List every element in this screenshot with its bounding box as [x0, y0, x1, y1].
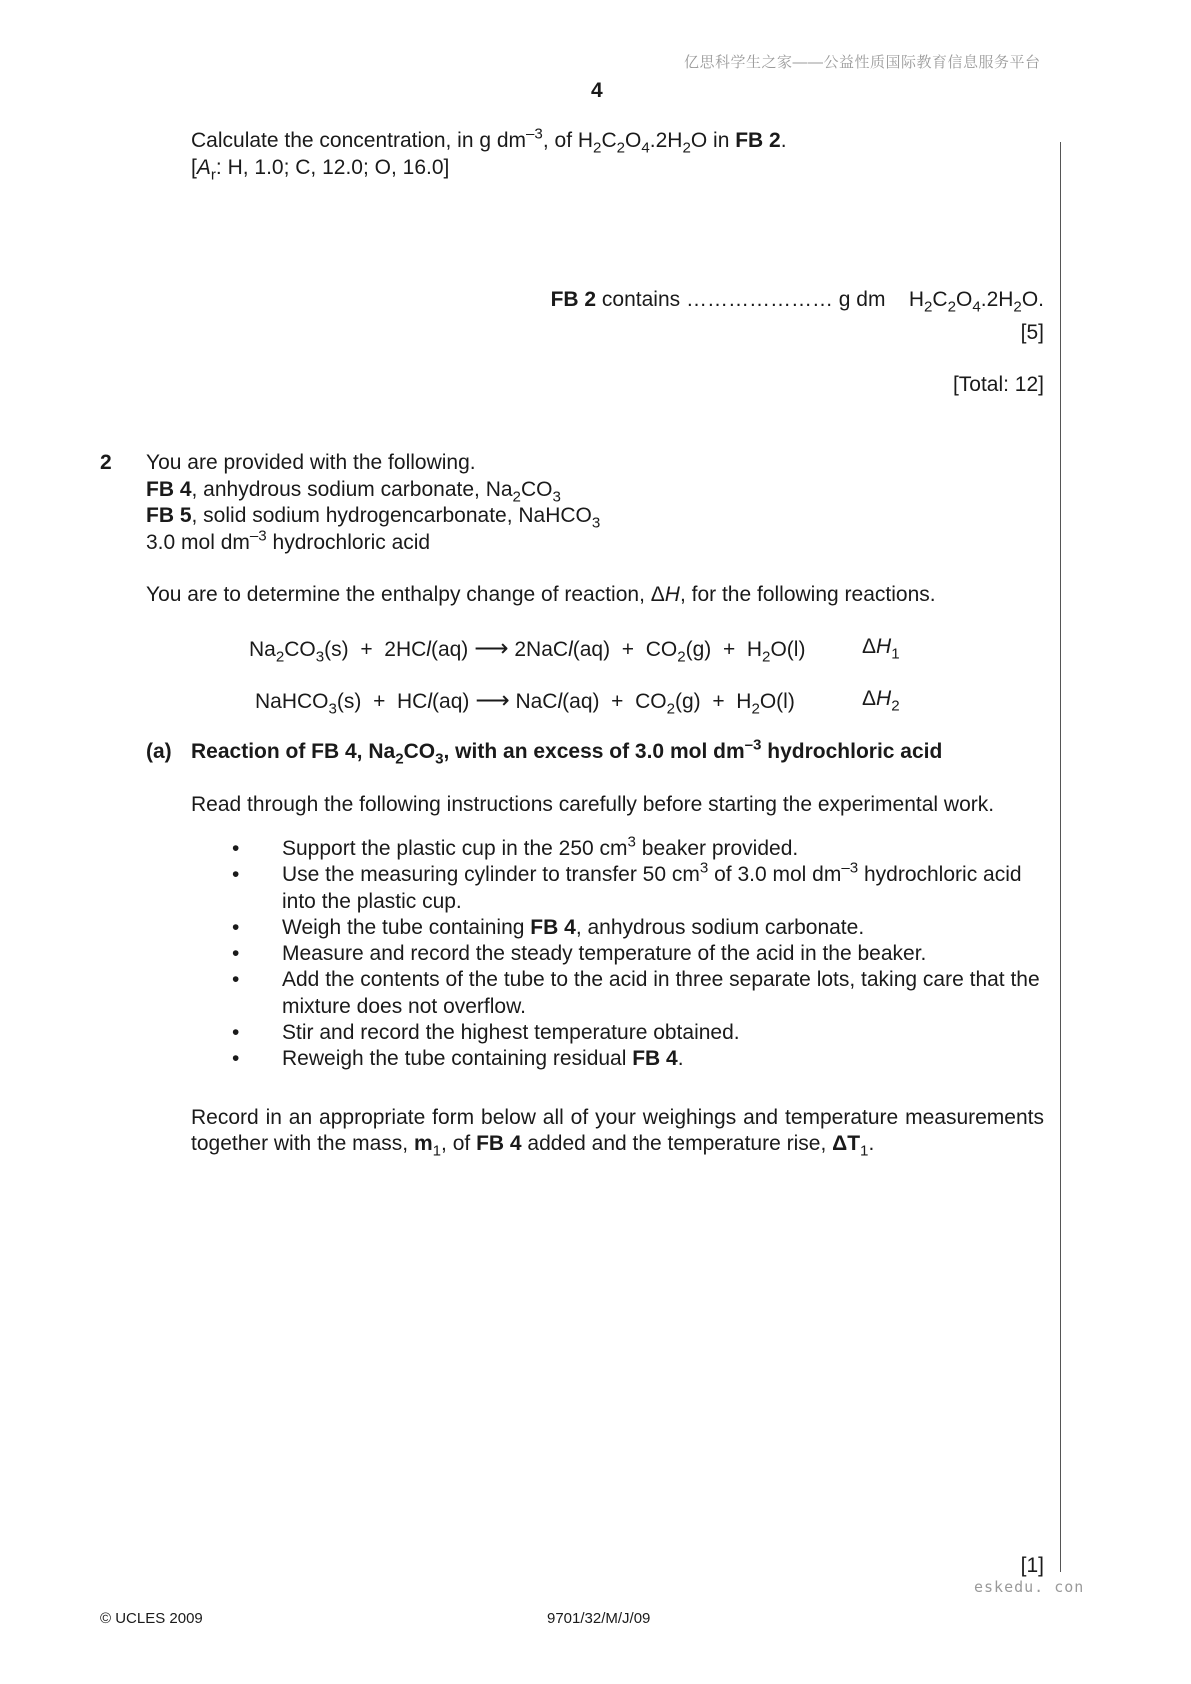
part-a-label: (a) — [146, 740, 172, 763]
watermark-footer: eskedu. con — [974, 1578, 1085, 1596]
marks-q2a: [1] — [1020, 1554, 1044, 1577]
instruction-item: • Support the plastic cup in the 250 $cm^3$ beaker provided. — [232, 833, 799, 860]
instruction-item: • Measure and record the steady temperature of the acid in the beaker. — [232, 942, 927, 965]
marks-q1c: [5] — [1020, 321, 1044, 344]
instruction-item: • Stir and record the highest temperature obtained. — [232, 1020, 740, 1044]
page-number: 4 — [591, 79, 603, 102]
instruction-list — [232, 833, 1044, 1072]
record-instructions: Record in an appropriate form below all of your weighings and temperature measurements together with the mass, $m_1$, of FB 4 added and the temperature rise, $\Delta T_1$. — [191, 1106, 1044, 1160]
instruction-item: • Use the measuring cylinder to transfer 50 $cm^3$ of 3.0 mol $dm^{-3}$ hydrochloric acid into the plastic cup. — [232, 859, 1022, 913]
total-marks: [Total: 12] — [952, 373, 1044, 396]
watermark-header: 亿思科学生之家——公益性质国际教育信息服务平台 — [684, 54, 1041, 71]
equation-1: $Na_2CO_3(s) + 2HCl(aq)$ ⟶ 2NaCl(aq) + $CO_2(g) + H_2O(l)$ $\Delta H_1$ — [249, 635, 900, 666]
instruction-item: • Add the contents of the tube to the acid in three separate lots, taking care that the mixture does not overflow. — [232, 968, 1040, 1018]
instruction-item: • Weigh the tube containing FB 4, anhydrous sodium carbonate. — [232, 915, 865, 939]
question-number: 2 — [100, 451, 112, 474]
margin-line — [1060, 142, 1061, 1572]
instruction-item: • Reweigh the tube containing residual FB 4. — [232, 1047, 684, 1070]
equation-2: NaHCO$_3$(s) + HCl(aq) ⟶ NaCl(aq) + $CO_2(g) + H_2O(l)$ $\Delta H_2$ — [255, 687, 900, 718]
provided-intro: You are provided with the following. — [146, 451, 476, 474]
provided-item-fb5: FB 5, solid sodium hydrogencarbonate, NaHCO$_3$ — [146, 504, 601, 532]
part-a-title: Reaction of FB 4, $Na_2CO_3$, with an excess of 3.0 mol $dm^{-3}$ hydrochloric acid — [191, 736, 943, 768]
provided-item-fb4: FB 4, anhydrous sodium carbonate, $Na_2CO_3$ — [146, 478, 561, 506]
provided-item-acid: 3.0 mol $dm^{-3}$ hydrochloric acid — [146, 527, 431, 554]
calc-prompt: Calculate the concentration, in g $dm^{-3}$, of $H_2C_2O_4.2H_2O$ in FB 2. — [191, 125, 787, 157]
read-instructions: Read through the following instructions carefully before starting the experimental work. — [191, 793, 995, 816]
answer-line: FB 2 contains ………………… g dm $H_2C_2O_4.2H_2O$. — [550, 288, 1044, 316]
footer-copyright: © UCLES 2009 — [100, 1610, 203, 1627]
determine-text: You are to determine the enthalpy change of reaction, ΔH, for the following reactions. — [146, 583, 936, 606]
relative-atomic-masses: [$A_r$: H, 1.0; C, 12.0; O, 16.0] — [191, 156, 450, 184]
footer-paper-code: 9701/32/M/J/09 — [547, 1610, 651, 1627]
